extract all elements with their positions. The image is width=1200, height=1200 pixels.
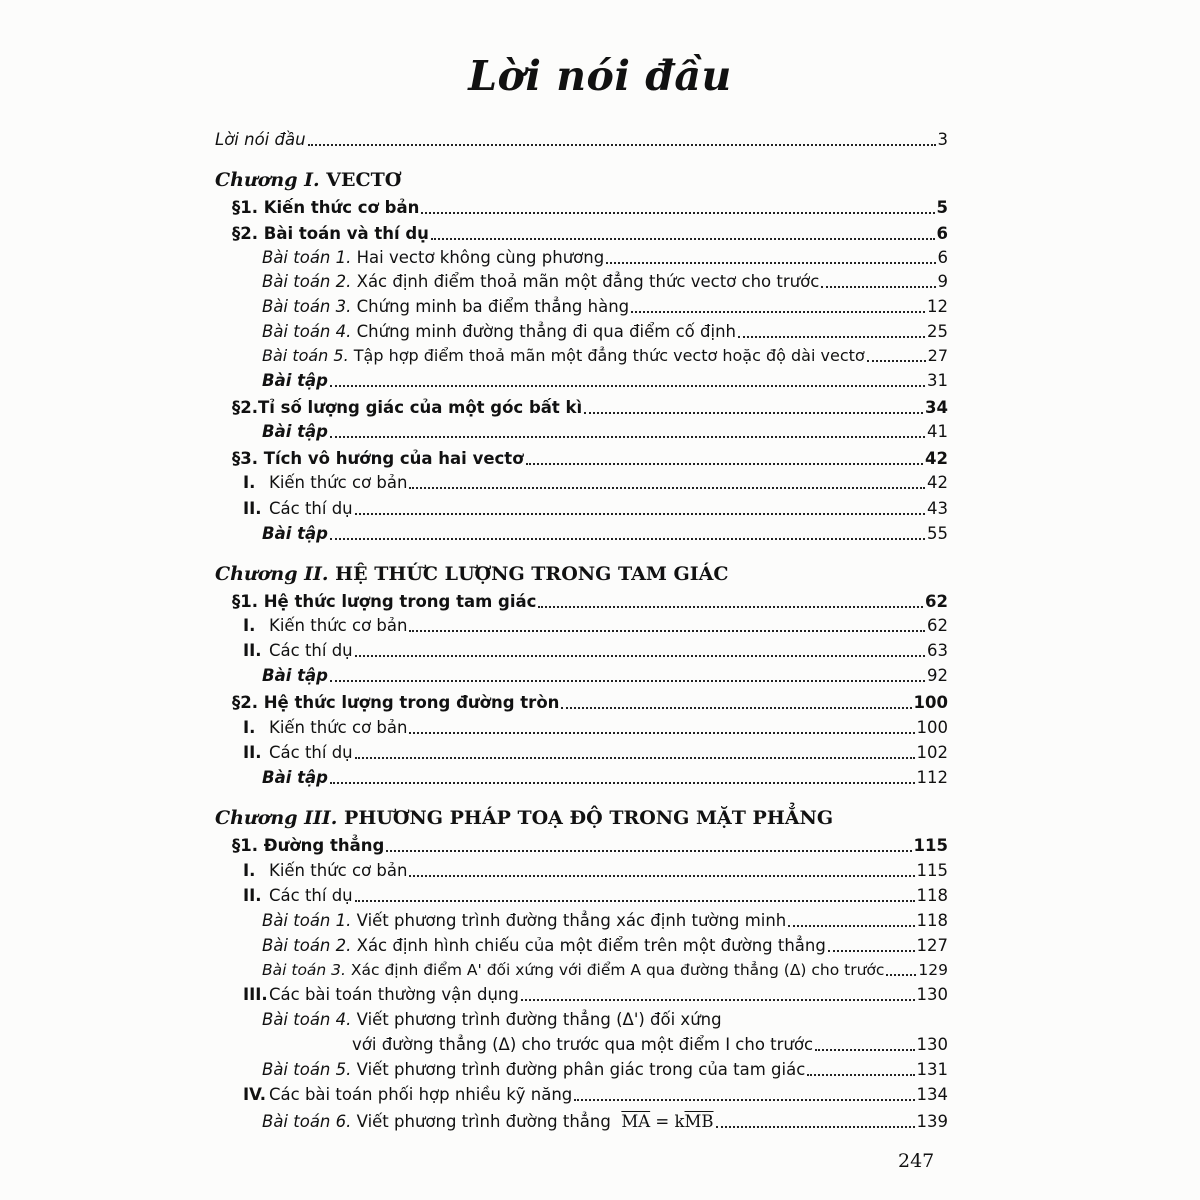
toc-entry-problem[interactable] [262,1110,948,1134]
toc-entry-page: 130 [916,1035,948,1054]
chapter-prefix: Chương III. [215,807,338,829]
toc-entry-page: 118 [916,911,948,930]
toc-entry-exercises[interactable] [262,369,948,393]
toc-entry-page: 12 [927,297,948,316]
toc-entry-label: Các thí dụ [269,743,353,762]
toc-entry-problem[interactable] [262,1058,948,1082]
leader-dots [355,513,925,515]
toc-entry-problem[interactable] [262,295,948,319]
toc-entry-label: Các bài toán thường vận dụng [269,985,519,1004]
leader-dots [538,606,923,608]
chapter-prefix: Chương II. [215,563,329,585]
page-title: Lời nói đầu [468,52,732,100]
toc-entry-label: Viết phương trình đường thẳng (Δ') đối xứng [356,1010,722,1029]
toc-entry-page: 6 [937,248,948,267]
roman-numeral: II. [243,641,262,660]
toc-entry-page: 42 [925,449,948,468]
toc-entry-page: 131 [916,1060,948,1079]
toc-entry-page: 63 [927,641,948,660]
toc-entry-subsection[interactable] [243,471,948,495]
toc-entry-page: 115 [913,836,948,855]
leader-dots [716,1126,915,1128]
leader-dots [355,757,915,759]
toc-entry-label: §3. Tích vô hướng của hai vectơ [232,449,524,468]
leader-dots [409,487,925,489]
problem-number: Bài toán 4. [262,1010,352,1029]
problem-number: Bài toán 3. [262,961,346,979]
toc-entry-label: Tập hợp điểm thoả mãn một đẳng thức vectơ hoặc độ dài vectơ [353,346,865,365]
toc-entry-exercises[interactable] [262,420,948,444]
toc-entry-intro[interactable] [215,128,948,152]
toc-entry-page: 62 [925,592,948,611]
toc-entry-page: 6 [936,224,948,243]
chapter-prefix: Chương I. [215,169,320,191]
toc-entry-problem[interactable] [262,246,948,270]
toc-entry-label: Hai vectơ không cùng phương [356,248,605,267]
toc-entry-label: Chứng minh đường thẳng đi qua điểm cố định [356,322,736,341]
toc-entry-problem-line1[interactable] [262,1008,722,1032]
leader-dots [409,875,914,877]
toc-entry-label: Kiến thức cơ bản [269,718,408,737]
problem-number: Bài toán 2. [262,272,352,291]
problem-number: Bài toán 4. [262,322,352,341]
toc-entry-label: §1. Hệ thức lượng trong tam giác [232,592,537,611]
problem-number: Bài toán 5. [262,1060,352,1079]
toc-entry-page: 5 [936,198,948,217]
toc-entry-section[interactable] [232,396,948,420]
toc-entry-page: 92 [927,666,948,685]
toc-entry-subsection[interactable] [243,741,948,765]
leader-dots [355,655,925,657]
leader-dots [807,1074,914,1076]
toc-entry-label: Xác định điểm A' đối xứng với điểm A qua đường thẳng (Δ) cho trước [350,961,885,979]
leader-dots [867,360,926,362]
formula-operator: = k [650,1112,685,1131]
toc-entry-page: 100 [913,693,948,712]
toc-entry-subsection[interactable] [243,884,948,908]
leader-dots [431,238,935,240]
toc-entry-label: Chứng minh ba điểm thẳng hàng [356,297,630,316]
roman-numeral: II. [243,886,262,905]
toc-entry-page: 9 [937,272,948,291]
toc-entry-label: Kiến thức cơ bản [269,473,408,492]
toc-entry-page: 55 [927,524,948,543]
leader-dots [330,782,915,784]
leader-dots [330,680,925,682]
leader-dots [355,900,915,902]
leader-dots [330,436,925,438]
toc-entry-label: Các bài toán phối hợp nhiều kỹ năng [269,1085,573,1104]
toc-entry-label: §1. Đường thẳng [232,836,385,855]
toc-entry-subsection[interactable] [243,614,948,638]
toc-entry-problem[interactable] [262,958,948,982]
page-number: 247 [898,1150,935,1172]
toc-entry-label: §1. Kiến thức cơ bản [232,198,420,217]
problem-number: Bài toán 1. [262,248,352,267]
toc-entry-label: Xác định hình chiếu của một điểm trên một đường thẳng [356,936,826,955]
toc-entry-label: Viết phương trình đường phân giác trong của tam giác [356,1060,806,1079]
vector-ma: $\overline{MA}$ [621,1112,651,1131]
leader-dots [606,262,935,264]
toc-entry-label: Bài tập [262,524,328,543]
chapter-heading [215,560,728,588]
toc-entry-page: 118 [916,886,948,905]
toc-entry-page: 3 [937,130,948,149]
toc-entry-label: Kiến thức cơ bản [269,616,408,635]
problem-number: Bài toán 5. [262,346,349,365]
roman-numeral: IV. [243,1085,267,1104]
toc-entry-label: với đường thẳng (Δ) cho trước qua một điểm I cho trước [352,1035,814,1054]
leader-dots [386,850,911,852]
toc-entry-subsection[interactable] [243,639,948,663]
leader-dots [815,1049,914,1051]
vector-mb: $\overline{MB}$ [684,1112,714,1131]
roman-numeral: III. [243,985,268,1004]
leader-dots [330,385,925,387]
leader-dots [526,463,924,465]
toc-entry-label: Bài tập [262,768,328,787]
toc-entry-label: Lời nói đầu [215,130,306,149]
toc-entry-exercises[interactable] [262,522,948,546]
toc-entry-label: §2. Hệ thức lượng trong đường tròn [232,693,560,712]
leader-dots [738,336,925,338]
toc-entry-page: 41 [927,422,948,441]
toc-entry-label: Bài tập [262,371,328,390]
toc-entry-label: §2. Bài toán và thí dụ [232,224,429,243]
roman-numeral: I. [243,861,256,880]
leader-dots [561,707,911,709]
toc-entry-problem[interactable] [262,909,948,933]
roman-numeral: I. [243,718,256,737]
problem-number: Bài toán 1. [262,911,352,930]
toc-entry-page: 100 [916,718,948,737]
chapter-heading [215,166,401,194]
roman-numeral: I. [243,616,256,635]
leader-dots [308,144,936,146]
problem-number: Bài toán 6. [262,1112,352,1131]
toc-entry-page: 27 [927,346,948,365]
toc-entry-label: Viết phương trình đường thẳng [356,1112,611,1131]
leader-dots [574,1099,914,1101]
leader-dots [521,999,915,1001]
leader-dots [330,538,925,540]
leader-dots [584,412,923,414]
toc-entry-label: §2.Tỉ số lượng giác của một góc bất kì [232,398,583,417]
toc-entry-subsection[interactable] [243,1083,948,1107]
toc-entry-section[interactable] [232,447,948,471]
toc-entry-page: 62 [927,616,948,635]
leader-dots [828,950,915,952]
leader-dots [821,286,935,288]
toc-entry-label: Các thí dụ [269,886,353,905]
toc-entry-label: Xác định điểm thoả mãn một đẳng thức vectơ cho trước [356,272,820,291]
toc-entry-label: Bài tập [262,422,328,441]
toc-entry-problem-line2[interactable] [352,1033,948,1057]
toc-entry-label: Viết phương trình đường thẳng xác định tường minh [356,911,787,930]
toc-entry-page: 134 [916,1085,948,1104]
toc-entry-problem[interactable] [262,270,948,294]
toc-entry-page: 34 [925,398,948,417]
toc-entry-page: 42 [927,473,948,492]
toc-entry-problem[interactable] [262,320,948,344]
chapter-name: PHƯƠNG PHÁP TOẠ ĐỘ TRONG MẶT PHẲNG [344,807,834,829]
leader-dots [631,311,925,313]
toc-entry-label: Kiến thức cơ bản [269,861,408,880]
toc-entry-subsection[interactable] [243,983,948,1007]
roman-numeral: I. [243,473,256,492]
leader-dots [421,212,934,214]
problem-number: Bài toán 2. [262,936,352,955]
chapter-name: HỆ THỨC LƯỢNG TRONG TAM GIÁC [335,563,729,585]
toc-entry-label: Bài tập [262,666,328,685]
roman-numeral: II. [243,499,262,518]
toc-entry-section[interactable] [232,196,948,220]
toc-entry-page: 112 [916,768,948,787]
toc-entry-label: Các thí dụ [269,499,353,518]
leader-dots [886,974,916,976]
toc-entry-section[interactable] [232,691,948,715]
roman-numeral: II. [243,743,262,762]
toc-entry-subsection[interactable] [243,716,948,740]
toc-entry-subsection[interactable] [243,859,948,883]
leader-dots [409,732,914,734]
toc-entry-page: 139 [916,1112,948,1131]
toc-entry-exercises[interactable] [262,664,948,688]
chapter-heading [215,804,833,832]
chapter-name: VECTƠ [326,169,402,191]
toc-entry-subsection[interactable] [243,497,948,521]
toc-entry-page: 25 [927,322,948,341]
leader-dots [788,925,914,927]
toc-entry-page: 31 [927,371,948,390]
toc-entry-section[interactable] [232,834,948,858]
toc-entry-label: Các thí dụ [269,641,353,660]
toc-entry-page: 43 [927,499,948,518]
toc-entry-page: 102 [916,743,948,762]
toc-entry-page: 130 [916,985,948,1004]
toc-entry-section[interactable] [232,590,948,614]
toc-entry-exercises[interactable] [262,766,948,790]
toc-entry-page: 129 [918,961,948,979]
toc-entry-section[interactable] [232,222,948,246]
toc-entry-problem[interactable] [262,344,948,368]
toc-entry-problem[interactable] [262,934,948,958]
leader-dots [409,630,925,632]
toc-entry-page: 115 [916,861,948,880]
problem-number: Bài toán 3. [262,297,352,316]
toc-entry-page: 127 [916,936,948,955]
